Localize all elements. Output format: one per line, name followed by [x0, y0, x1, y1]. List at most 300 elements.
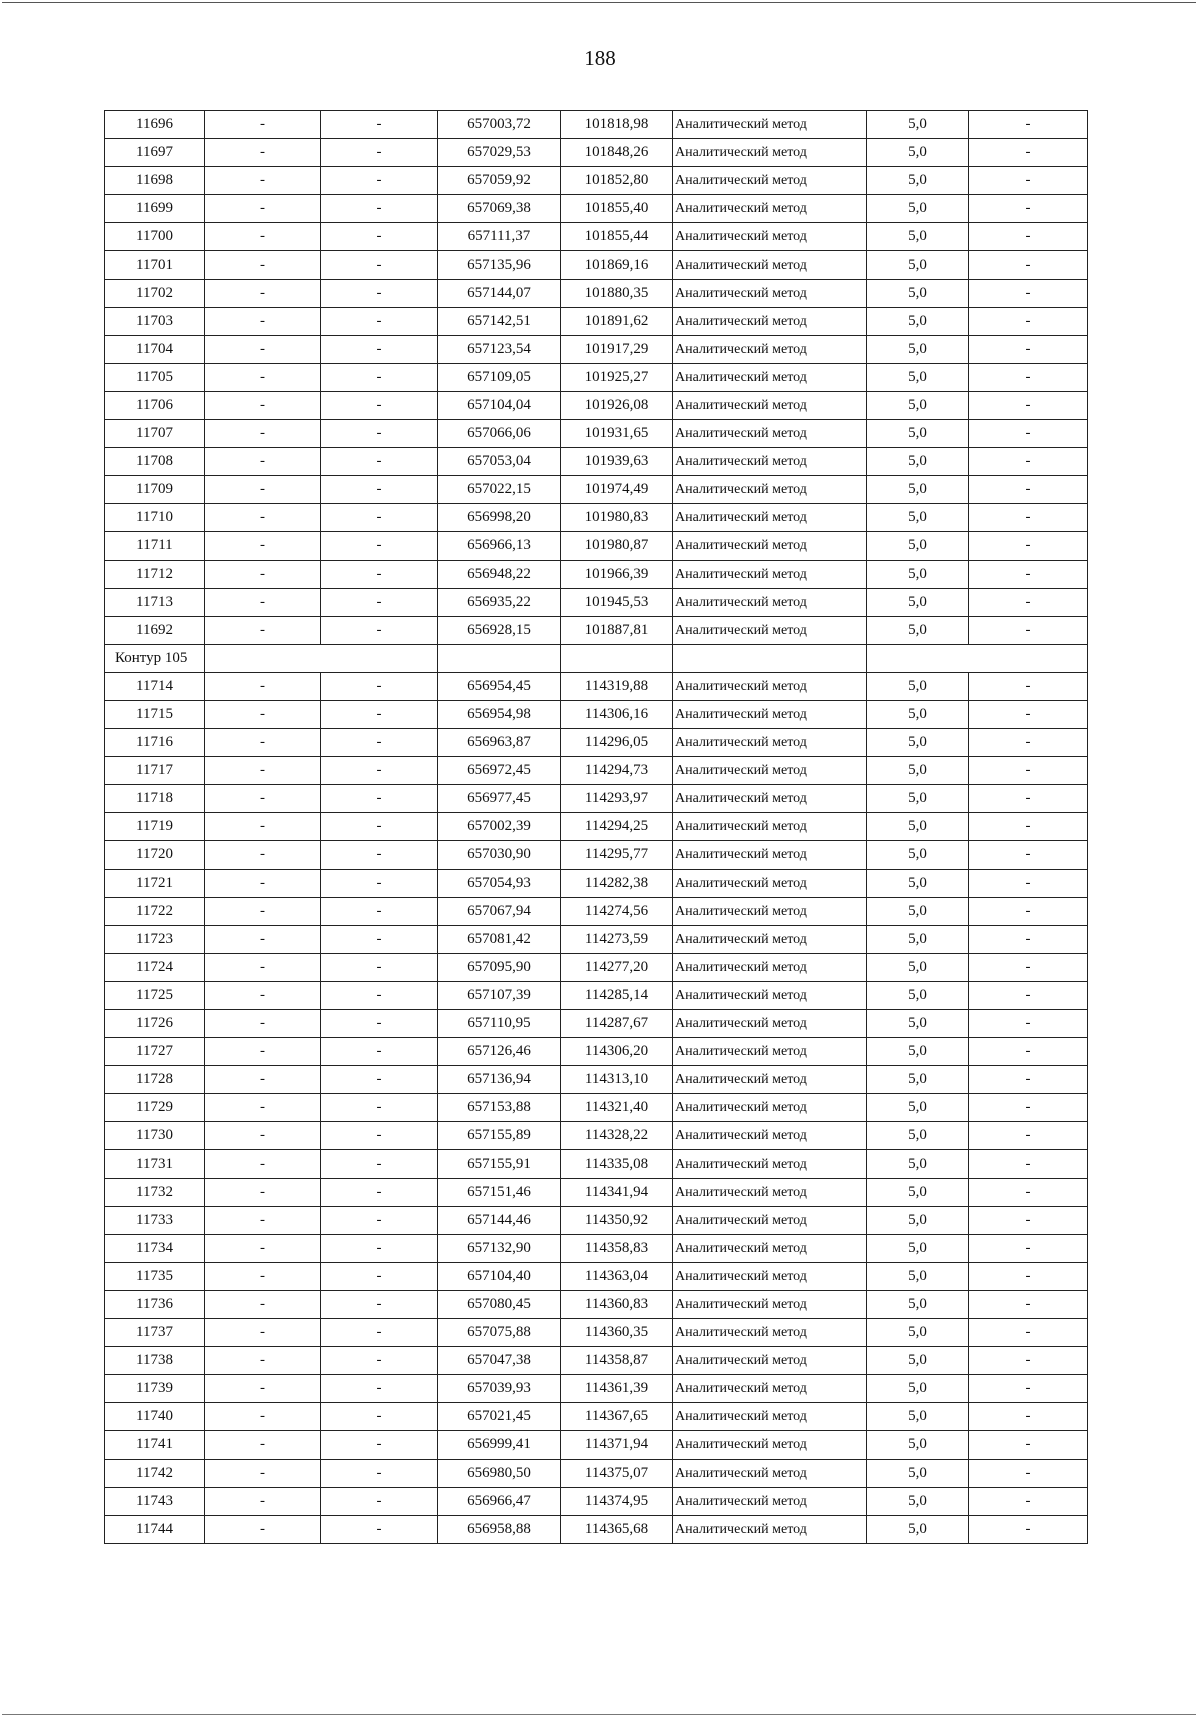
column-3-cell: - [321, 195, 438, 223]
coordinates-table [104, 110, 1088, 1544]
column-8-cell: - [969, 279, 1088, 307]
y-coordinate-cell: 114294,73 [561, 757, 673, 785]
accuracy-cell: 5,0 [867, 167, 969, 195]
method-cell: Аналитический метод [673, 672, 867, 700]
method-cell: Аналитический метод [673, 251, 867, 279]
y-coordinate-cell: 114294,25 [561, 813, 673, 841]
x-coordinate-cell: 656999,41 [438, 1431, 561, 1459]
y-coordinate-cell: 114341,94 [561, 1178, 673, 1206]
point-number-cell: 11699 [105, 195, 205, 223]
method-cell: Аналитический метод [673, 111, 867, 139]
y-coordinate-cell: 114282,38 [561, 869, 673, 897]
y-coordinate-cell: 114321,40 [561, 1094, 673, 1122]
x-coordinate-cell: 657030,90 [438, 841, 561, 869]
column-8-cell: - [969, 953, 1088, 981]
method-cell: Аналитический метод [673, 1038, 867, 1066]
method-cell: Аналитический метод [673, 588, 867, 616]
column-2-cell: - [205, 1487, 321, 1515]
y-coordinate-cell: 114350,92 [561, 1206, 673, 1234]
y-coordinate-cell: 101939,63 [561, 448, 673, 476]
point-number-cell: 11722 [105, 897, 205, 925]
column-8-cell: - [969, 1487, 1088, 1515]
point-number-cell: 11701 [105, 251, 205, 279]
point-number-cell: 11707 [105, 420, 205, 448]
column-2-cell: - [205, 167, 321, 195]
accuracy-cell: 5,0 [867, 1094, 969, 1122]
column-2-cell: - [205, 1038, 321, 1066]
column-3-cell: - [321, 1066, 438, 1094]
column-8-cell: - [969, 729, 1088, 757]
table-row [105, 729, 1088, 757]
accuracy-cell: 5,0 [867, 1515, 969, 1543]
column-8-cell: - [969, 363, 1088, 391]
column-2-cell: - [205, 391, 321, 419]
y-coordinate-cell: 114287,67 [561, 1010, 673, 1038]
y-coordinate-cell: 101974,49 [561, 476, 673, 504]
y-coordinate-cell: 114295,77 [561, 841, 673, 869]
method-cell: Аналитический метод [673, 1375, 867, 1403]
column-2-cell: - [205, 841, 321, 869]
x-coordinate-cell: 657039,93 [438, 1375, 561, 1403]
method-cell: Аналитический метод [673, 1206, 867, 1234]
table-row [105, 1319, 1088, 1347]
x-coordinate-cell: 656966,13 [438, 532, 561, 560]
x-coordinate-cell: 657151,46 [438, 1178, 561, 1206]
table-row [105, 981, 1088, 1009]
point-number-cell: 11703 [105, 307, 205, 335]
y-coordinate-cell: 114293,97 [561, 785, 673, 813]
method-cell: Аналитический метод [673, 1403, 867, 1431]
accuracy-cell: 5,0 [867, 1150, 969, 1178]
y-coordinate-cell: 101818,98 [561, 111, 673, 139]
x-coordinate-cell: 657104,04 [438, 391, 561, 419]
point-number-cell: 11735 [105, 1262, 205, 1290]
point-number-cell: 11696 [105, 111, 205, 139]
column-8-cell: - [969, 1094, 1088, 1122]
x-coordinate-cell: 656972,45 [438, 757, 561, 785]
point-number-cell: 11718 [105, 785, 205, 813]
column-8-cell: - [969, 869, 1088, 897]
column-2-cell: - [205, 307, 321, 335]
column-3-cell: - [321, 897, 438, 925]
table-row [105, 757, 1088, 785]
column-3-cell: - [321, 869, 438, 897]
method-cell: Аналитический метод [673, 1010, 867, 1038]
method-cell: Аналитический метод [673, 1150, 867, 1178]
column-2-cell: - [205, 1347, 321, 1375]
point-number-cell: 11702 [105, 279, 205, 307]
x-coordinate-cell: 657053,04 [438, 448, 561, 476]
y-coordinate-cell: 114360,35 [561, 1319, 673, 1347]
y-coordinate-cell: 101925,27 [561, 363, 673, 391]
point-number-cell: 11717 [105, 757, 205, 785]
accuracy-cell: 5,0 [867, 335, 969, 363]
column-8-cell: - [969, 1178, 1088, 1206]
column-8-cell: - [969, 167, 1088, 195]
point-number-cell: 11737 [105, 1319, 205, 1347]
y-coordinate-cell: 114358,87 [561, 1347, 673, 1375]
x-coordinate-cell: 656954,45 [438, 672, 561, 700]
y-coordinate-cell: 101852,80 [561, 167, 673, 195]
method-cell: Аналитический метод [673, 279, 867, 307]
column-8-cell: - [969, 1122, 1088, 1150]
accuracy-cell: 5,0 [867, 1375, 969, 1403]
method-cell: Аналитический метод [673, 167, 867, 195]
y-coordinate-cell: 101966,39 [561, 560, 673, 588]
column-2-cell: - [205, 1234, 321, 1262]
accuracy-cell: 5,0 [867, 588, 969, 616]
column-2-cell: - [205, 1122, 321, 1150]
column-3-cell: - [321, 1094, 438, 1122]
column-3-cell: - [321, 1122, 438, 1150]
y-coordinate-cell: 114277,20 [561, 953, 673, 981]
point-number-cell: 11708 [105, 448, 205, 476]
x-coordinate-cell: 657021,45 [438, 1403, 561, 1431]
column-8-cell: - [969, 1375, 1088, 1403]
table-row [105, 588, 1088, 616]
x-coordinate-cell: 657104,40 [438, 1262, 561, 1290]
column-2-cell: - [205, 532, 321, 560]
table-row [105, 897, 1088, 925]
method-cell: Аналитический метод [673, 532, 867, 560]
column-8-cell: - [969, 1206, 1088, 1234]
column-2-cell: - [205, 1178, 321, 1206]
column-8-cell: - [969, 700, 1088, 728]
table-row [105, 532, 1088, 560]
column-2-cell: - [205, 1150, 321, 1178]
accuracy-cell: 5,0 [867, 195, 969, 223]
x-coordinate-cell: 657142,51 [438, 307, 561, 335]
column-2-cell: - [205, 420, 321, 448]
column-2-cell: - [205, 1515, 321, 1543]
y-coordinate-cell: 114274,56 [561, 897, 673, 925]
column-3-cell: - [321, 111, 438, 139]
table-row [105, 785, 1088, 813]
column-8-cell: - [969, 1150, 1088, 1178]
column-8-cell: - [969, 195, 1088, 223]
point-number-cell: 11727 [105, 1038, 205, 1066]
table-row [105, 925, 1088, 953]
point-number-cell: 11739 [105, 1375, 205, 1403]
method-cell: Аналитический метод [673, 335, 867, 363]
accuracy-cell: 5,0 [867, 1234, 969, 1262]
column-2-cell: - [205, 279, 321, 307]
column-2-cell: - [205, 757, 321, 785]
column-8-cell: - [969, 223, 1088, 251]
method-cell: Аналитический метод [673, 841, 867, 869]
table-row [105, 1347, 1088, 1375]
y-coordinate-cell: 114335,08 [561, 1150, 673, 1178]
method-cell: Аналитический метод [673, 813, 867, 841]
column-3-cell: - [321, 700, 438, 728]
column-2-cell: - [205, 1010, 321, 1038]
method-cell: Аналитический метод [673, 307, 867, 335]
method-cell: Аналитический метод [673, 869, 867, 897]
x-coordinate-cell: 656980,50 [438, 1459, 561, 1487]
x-coordinate-cell: 657110,95 [438, 1010, 561, 1038]
column-3-cell: - [321, 672, 438, 700]
method-cell: Аналитический метод [673, 1459, 867, 1487]
column-3-cell: - [321, 1010, 438, 1038]
accuracy-cell: 5,0 [867, 729, 969, 757]
point-number-cell: 11721 [105, 869, 205, 897]
x-coordinate-cell: 657003,72 [438, 111, 561, 139]
method-cell: Аналитический метод [673, 223, 867, 251]
column-3-cell: - [321, 335, 438, 363]
table-row [105, 504, 1088, 532]
y-coordinate-cell: 114371,94 [561, 1431, 673, 1459]
column-2-cell: - [205, 1403, 321, 1431]
table-row [105, 1206, 1088, 1234]
point-number-cell: 11719 [105, 813, 205, 841]
column-3-cell: - [321, 616, 438, 644]
column-3-cell: - [321, 1431, 438, 1459]
column-8-cell: - [969, 841, 1088, 869]
column-2-cell: - [205, 729, 321, 757]
x-coordinate-cell: 657136,94 [438, 1066, 561, 1094]
column-8-cell: - [969, 1431, 1088, 1459]
column-8-cell: - [969, 1066, 1088, 1094]
point-number-cell: 11740 [105, 1403, 205, 1431]
y-coordinate-cell: 114328,22 [561, 1122, 673, 1150]
point-number-cell: 11706 [105, 391, 205, 419]
y-coordinate-cell: 101931,65 [561, 420, 673, 448]
accuracy-cell: 5,0 [867, 813, 969, 841]
column-2-cell: - [205, 363, 321, 391]
point-number-cell: 11738 [105, 1347, 205, 1375]
column-2-cell: - [205, 111, 321, 139]
column-2-cell: - [205, 1431, 321, 1459]
y-coordinate-cell: 114367,65 [561, 1403, 673, 1431]
table-row [105, 1122, 1088, 1150]
column-8-cell: - [969, 672, 1088, 700]
method-cell: Аналитический метод [673, 448, 867, 476]
column-3-cell: - [321, 785, 438, 813]
x-coordinate-cell: 656966,47 [438, 1487, 561, 1515]
point-number-cell: 11730 [105, 1122, 205, 1150]
method-cell: Аналитический метод [673, 1290, 867, 1318]
table-row [105, 1066, 1088, 1094]
column-2-cell: - [205, 981, 321, 1009]
column-8-cell: - [969, 785, 1088, 813]
table-row [105, 391, 1088, 419]
y-coordinate-cell: 101980,87 [561, 532, 673, 560]
x-coordinate-cell: 657075,88 [438, 1319, 561, 1347]
method-cell: Аналитический метод [673, 1319, 867, 1347]
method-cell: Аналитический метод [673, 139, 867, 167]
accuracy-cell: 5,0 [867, 1347, 969, 1375]
table-row [105, 139, 1088, 167]
column-3-cell: - [321, 1403, 438, 1431]
accuracy-cell: 5,0 [867, 841, 969, 869]
column-8-cell: - [969, 251, 1088, 279]
column-3-cell: - [321, 139, 438, 167]
accuracy-cell: 5,0 [867, 1459, 969, 1487]
empty-cell [867, 644, 1088, 672]
accuracy-cell: 5,0 [867, 1178, 969, 1206]
x-coordinate-cell: 657135,96 [438, 251, 561, 279]
accuracy-cell: 5,0 [867, 1290, 969, 1318]
point-number-cell: 11723 [105, 925, 205, 953]
accuracy-cell: 5,0 [867, 504, 969, 532]
accuracy-cell: 5,0 [867, 672, 969, 700]
column-3-cell: - [321, 729, 438, 757]
method-cell: Аналитический метод [673, 504, 867, 532]
y-coordinate-cell: 114361,39 [561, 1375, 673, 1403]
x-coordinate-cell: 657123,54 [438, 335, 561, 363]
x-coordinate-cell: 657069,38 [438, 195, 561, 223]
column-3-cell: - [321, 953, 438, 981]
accuracy-cell: 5,0 [867, 111, 969, 139]
y-coordinate-cell: 101880,35 [561, 279, 673, 307]
accuracy-cell: 5,0 [867, 897, 969, 925]
column-3-cell: - [321, 1178, 438, 1206]
point-number-cell: 11713 [105, 588, 205, 616]
column-3-cell: - [321, 307, 438, 335]
column-2-cell: - [205, 813, 321, 841]
method-cell: Аналитический метод [673, 1122, 867, 1150]
method-cell: Аналитический метод [673, 757, 867, 785]
column-8-cell: - [969, 981, 1088, 1009]
column-3-cell: - [321, 167, 438, 195]
column-3-cell: - [321, 588, 438, 616]
point-number-cell: 11726 [105, 1010, 205, 1038]
method-cell: Аналитический метод [673, 1066, 867, 1094]
table-row [105, 335, 1088, 363]
column-2-cell: - [205, 616, 321, 644]
column-3-cell: - [321, 363, 438, 391]
accuracy-cell: 5,0 [867, 279, 969, 307]
column-8-cell: - [969, 925, 1088, 953]
method-cell: Аналитический метод [673, 981, 867, 1009]
column-2-cell: - [205, 1290, 321, 1318]
x-coordinate-cell: 657080,45 [438, 1290, 561, 1318]
column-8-cell: - [969, 588, 1088, 616]
x-coordinate-cell: 656954,98 [438, 700, 561, 728]
point-number-cell: 11734 [105, 1234, 205, 1262]
column-3-cell: - [321, 504, 438, 532]
column-2-cell: - [205, 1375, 321, 1403]
table-body [105, 111, 1088, 1544]
column-8-cell: - [969, 813, 1088, 841]
accuracy-cell: 5,0 [867, 616, 969, 644]
column-2-cell: - [205, 476, 321, 504]
accuracy-cell: 5,0 [867, 1319, 969, 1347]
x-coordinate-cell: 657107,39 [438, 981, 561, 1009]
table-row [105, 1459, 1088, 1487]
accuracy-cell: 5,0 [867, 1066, 969, 1094]
accuracy-cell: 5,0 [867, 139, 969, 167]
column-8-cell: - [969, 757, 1088, 785]
empty-cell [673, 644, 867, 672]
x-coordinate-cell: 657054,93 [438, 869, 561, 897]
point-number-cell: 11710 [105, 504, 205, 532]
column-8-cell: - [969, 1403, 1088, 1431]
point-number-cell: 11692 [105, 616, 205, 644]
point-number-cell: 11742 [105, 1459, 205, 1487]
accuracy-cell: 5,0 [867, 953, 969, 981]
point-number-cell: 11711 [105, 532, 205, 560]
table-row [105, 1094, 1088, 1122]
column-3-cell: - [321, 1262, 438, 1290]
column-2-cell: - [205, 1262, 321, 1290]
table-row [105, 111, 1088, 139]
column-8-cell: - [969, 897, 1088, 925]
table-row [105, 167, 1088, 195]
column-8-cell: - [969, 1319, 1088, 1347]
column-2-cell: - [205, 953, 321, 981]
method-cell: Аналитический метод [673, 897, 867, 925]
table-row [105, 251, 1088, 279]
column-8-cell: - [969, 616, 1088, 644]
accuracy-cell: 5,0 [867, 532, 969, 560]
x-coordinate-cell: 657002,39 [438, 813, 561, 841]
point-number-cell: 11700 [105, 223, 205, 251]
y-coordinate-cell: 114358,83 [561, 1234, 673, 1262]
table-row [105, 1178, 1088, 1206]
y-coordinate-cell: 101887,81 [561, 616, 673, 644]
accuracy-cell: 5,0 [867, 1431, 969, 1459]
y-coordinate-cell: 114360,83 [561, 1290, 673, 1318]
y-coordinate-cell: 101917,29 [561, 335, 673, 363]
accuracy-cell: 5,0 [867, 448, 969, 476]
accuracy-cell: 5,0 [867, 223, 969, 251]
method-cell: Аналитический метод [673, 195, 867, 223]
y-coordinate-cell: 114375,07 [561, 1459, 673, 1487]
column-3-cell: - [321, 1319, 438, 1347]
y-coordinate-cell: 114306,20 [561, 1038, 673, 1066]
column-2-cell: - [205, 1459, 321, 1487]
method-cell: Аналитический метод [673, 1487, 867, 1515]
column-3-cell: - [321, 223, 438, 251]
x-coordinate-cell: 657111,37 [438, 223, 561, 251]
column-3-cell: - [321, 757, 438, 785]
y-coordinate-cell: 114285,14 [561, 981, 673, 1009]
column-8-cell: - [969, 1459, 1088, 1487]
method-cell: Аналитический метод [673, 363, 867, 391]
point-number-cell: 11732 [105, 1178, 205, 1206]
point-number-cell: 11741 [105, 1431, 205, 1459]
point-number-cell: 11724 [105, 953, 205, 981]
method-cell: Аналитический метод [673, 925, 867, 953]
column-2-cell: - [205, 1206, 321, 1234]
x-coordinate-cell: 657126,46 [438, 1038, 561, 1066]
column-2-cell: - [205, 335, 321, 363]
x-coordinate-cell: 657047,38 [438, 1347, 561, 1375]
x-coordinate-cell: 657109,05 [438, 363, 561, 391]
empty-cell [205, 644, 438, 672]
empty-cell [438, 644, 561, 672]
column-3-cell: - [321, 476, 438, 504]
column-3-cell: - [321, 448, 438, 476]
point-number-cell: 11736 [105, 1290, 205, 1318]
table-row [105, 1431, 1088, 1459]
y-coordinate-cell: 114363,04 [561, 1262, 673, 1290]
point-number-cell: 11729 [105, 1094, 205, 1122]
x-coordinate-cell: 656963,87 [438, 729, 561, 757]
method-cell: Аналитический метод [673, 560, 867, 588]
column-8-cell: - [969, 1290, 1088, 1318]
y-coordinate-cell: 114319,88 [561, 672, 673, 700]
y-coordinate-cell: 101891,62 [561, 307, 673, 335]
y-coordinate-cell: 101855,40 [561, 195, 673, 223]
y-coordinate-cell: 101869,16 [561, 251, 673, 279]
column-2-cell: - [205, 1066, 321, 1094]
column-3-cell: - [321, 251, 438, 279]
x-coordinate-cell: 657067,94 [438, 897, 561, 925]
y-coordinate-cell: 114296,05 [561, 729, 673, 757]
column-3-cell: - [321, 1515, 438, 1543]
